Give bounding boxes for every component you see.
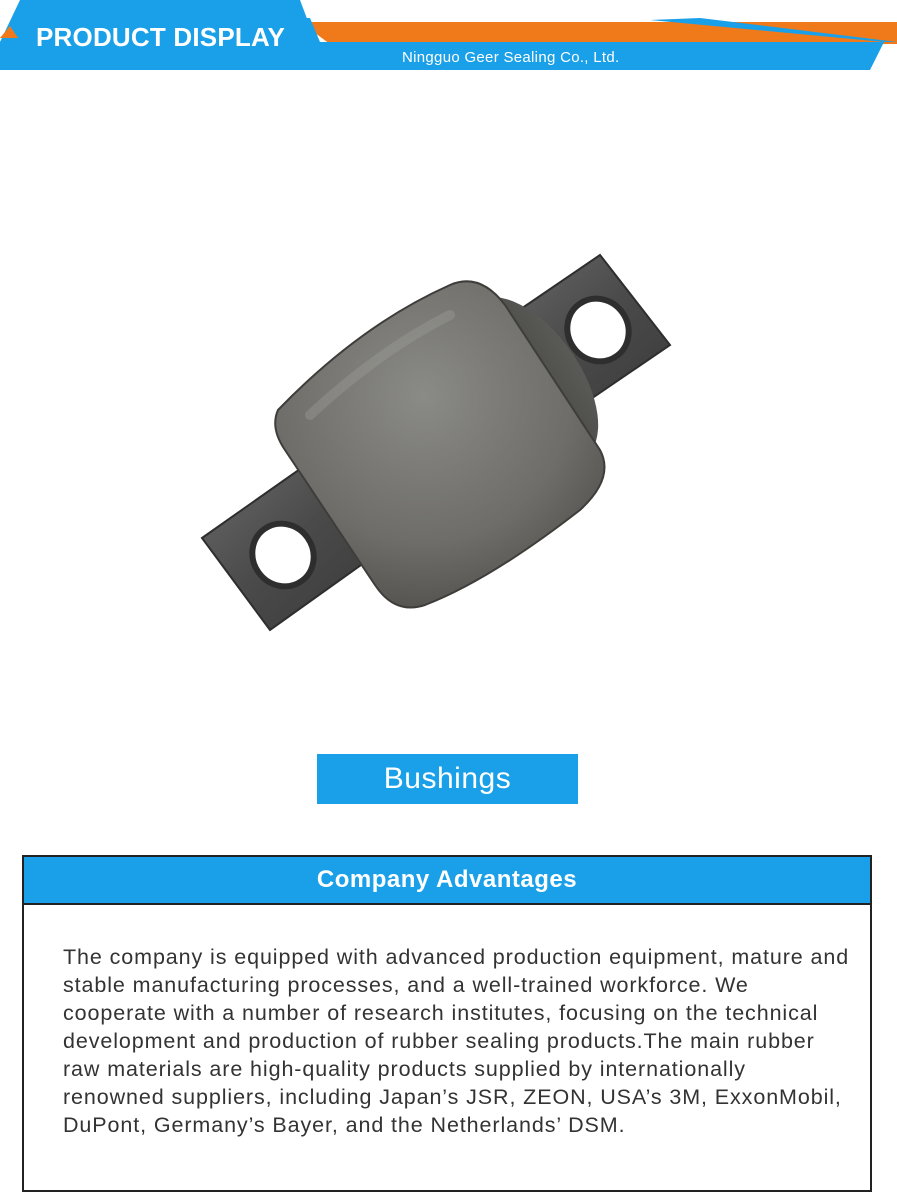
advantages-description: The company is equipped with advanced production equipment, mature and stable manufacturing processes, and a well-trained workforce. We cooperate with a number of research institutes, focusing on the technical development and production of rubber sealing products.The main rubber raw materials are high-quality products supplied by internationally renowned suppliers, including Japan’s JSR, ZEON, USA’s 3M, ExxonMobil, DuPont, Germany’s Bayer, and the Netherlands’ DSM. [63, 945, 850, 1137]
bushing-part-image [160, 210, 720, 720]
header-banner [0, 0, 897, 75]
company-name: Ningguo Geer Sealing Co., Ltd. [402, 49, 620, 66]
page-title: PRODUCT DISPLAY [36, 22, 286, 52]
product-name-label: Bushings [317, 754, 578, 804]
advantages-heading: Company Advantages [24, 857, 870, 905]
company-advantages-panel [22, 855, 872, 1192]
